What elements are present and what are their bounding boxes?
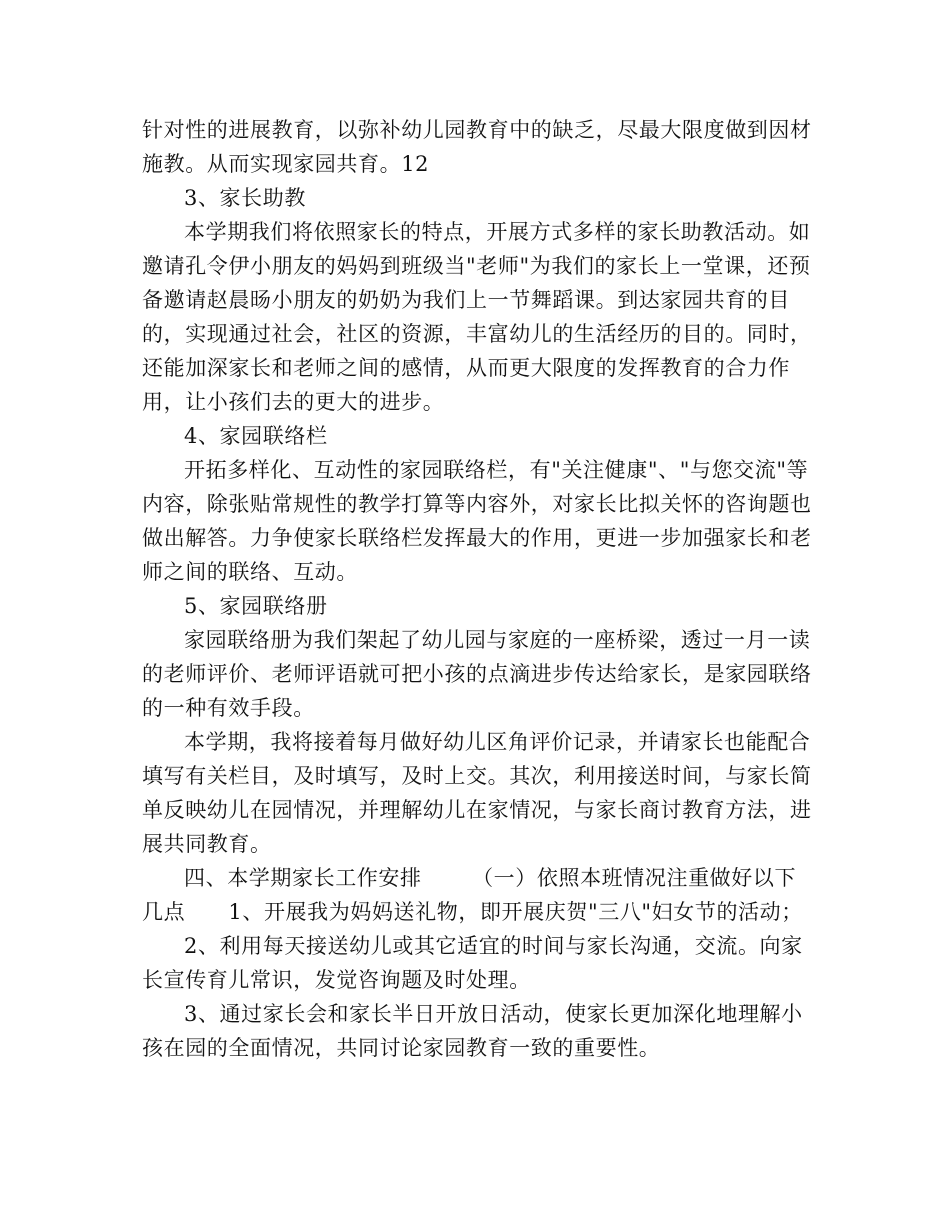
paragraph-parent-assistant: 本学期我们将依照家长的特点，开展方式多样的家长助教活动。如邀请孔令伊小朋友的妈妈到班级当"老师"为我们的家长上一堂课，还预备邀请赵晨旸小朋友的奶奶为我们上一节舞蹈课。到达家园共育的目的，实现通过社会，社区的资源，丰富幼儿的生活经历的目的。同时，还能加深家长和老师之间的感情，从而更大限度的发挥教育的合力作用，让小孩们去的更大的进步。 xyxy=(142,220,812,414)
heading-contact-book: 5、家园联络册 xyxy=(184,594,328,618)
paragraph-continuation: 针对性的进展教育，以弥补幼儿园教育中的缺乏，尽最大限度做到因材施教。从而实现家园共育。12 xyxy=(142,118,812,176)
paragraph-semester-plan: 本学期，我将接着每月做好幼儿区角评价记录，并请家长也能配合填写有关栏目，及时填写，及时上交。其次，利用接送时间，与家长简单反映幼儿在园情况，并理解幼儿在家情况，与家长商讨教育方法，进展共同教育。 xyxy=(142,730,812,856)
paragraph-item-3: 3、通过家长会和家长半日开放日活动，使家长更加深化地理解小孩在园的全面情况，共同讨论家园教育一致的重要性。 xyxy=(142,1002,803,1060)
paragraph-contact-board: 开拓多样化、互动性的家园联络栏，有"关注健康"、"与您交流"等内容，除张贴常规性的教学打算等内容外，对家长比拟关怀的咨询题也做出解答。力争使家长联络栏发挥最大的作用，更进一步加强家长和老师之间的联络、互动。 xyxy=(142,458,812,584)
paragraph-work-arrangement: 四、本学期家长工作安排 （一）依照本班情况注重做好以下几点 1、开展我为妈妈送礼物，即开展庆贺"三八"妇女节的活动； xyxy=(142,866,803,924)
paragraph-item-2: 2、利用每天接送幼儿或其它适宜的时间与家长沟通，交流。向家长宣传育儿常识，发觉咨询题及时处理。 xyxy=(142,934,803,992)
paragraph-contact-book: 家园联络册为我们架起了幼儿园与家庭的一座桥梁，透过一月一读的老师评价、老师评语就可把小孩的点滴进步传达给家长，是家园联络的一种有效手段。 xyxy=(142,628,812,720)
document-body xyxy=(142,113,814,1065)
heading-parent-assistant: 3、家长助教 xyxy=(184,186,306,210)
heading-contact-board: 4、家园联络栏 xyxy=(184,424,328,448)
